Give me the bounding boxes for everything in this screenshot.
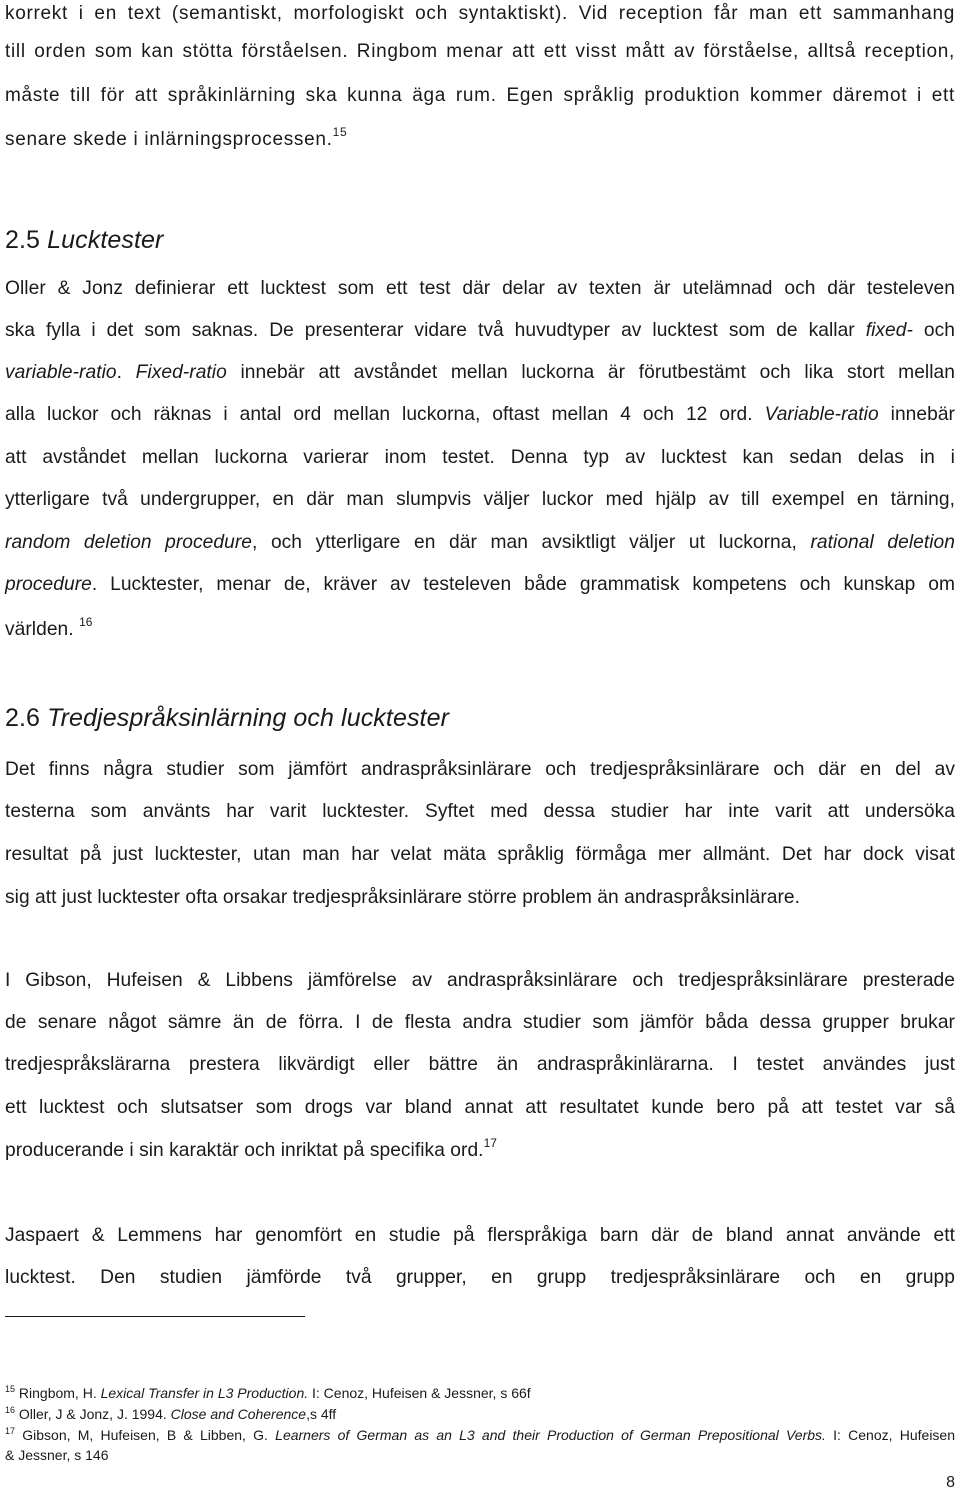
section-2-6-p2-line-5: producerande i sin karaktär och inriktat på specifika ord.$^{17}$ xyxy=(5,1136,498,1161)
intro-line-1: korrekt i en text (semantiskt, morfologiskt och syntaktiskt). Vid reception får man ett sammanhang xyxy=(5,3,955,24)
section-2-6-p1-line-4: sig att just lucktester ofta orsakar tredjespråksinlärare större problem än andraspråksinlärare. xyxy=(5,887,801,908)
footnote-15: $^{15}$ Ringbom, H. Lexical Transfer in L3 Production. I: Cenoz, Hufeisen & Jessner, s 66f xyxy=(5,1384,531,1401)
section-2-5-line-1: Oller & Jonz definierar ett lucktest som ett test där delar av texten är utelämnad och där testeleven xyxy=(5,278,955,299)
section-2-6-p1-line-2: testerna som använts har varit lucktester. Syftet med dessa studier har inte varit att undersöka xyxy=(5,801,955,822)
page-number: 8 xyxy=(946,1474,955,1491)
footnote-ref-16: 16 xyxy=(79,615,93,629)
section-2-5-line-3: variable-ratio. Fixed-ratio innebär att avståndet mellan luckorna är förutbestämt och lika stort mellan xyxy=(5,362,955,383)
section-2-6-p2-line-2: de senare något sämre än de förra. I de flesta andra studier som jämför båda dessa grupper brukar xyxy=(5,1012,955,1033)
section-2-5-line-9: världen. $^{16}$ xyxy=(5,615,93,640)
footnote-17: $^{17}$ Gibson, M, Hufeisen, B & Libben, G. Learners of German as an L3 and their Production of German Prepositional Verbs. I: Cenoz, Hufeisen xyxy=(5,1426,956,1443)
section-2-6-p3-line-2: lucktest. Den studien jämförde två grupper, en grupp tredjespråksinlärare och en grupp xyxy=(5,1267,955,1288)
footnote-ref-17: 17 xyxy=(483,1136,498,1150)
section-2-5-line-5: att avståndet mellan luckorna varierar inom testet. Denna typ av lucktest kan sedan delas in i xyxy=(5,447,955,468)
intro-line-2: till orden som kan stötta förståelsen. Ringbom menar att ett visst mått av förståelse, alltså reception, xyxy=(5,41,955,62)
footnote-separator xyxy=(5,1316,305,1317)
section-2-5-line-7: random deletion procedure, och ytterligare en där man avsiktligt väljer ut luckorna, rational deletion xyxy=(5,532,955,553)
section-2-6-p1-line-1: Det finns några studier som jämfört andraspråksinlärare och tredjespråksinlärare och där en del av xyxy=(5,759,955,780)
footnote-ref-15: 15 xyxy=(332,125,348,139)
section-2-5-line-4: alla luckor och räknas i antal ord mellan luckorna, oftast mellan 4 och 12 ord. Variable-ratio innebär xyxy=(5,404,955,425)
section-2-6-p2-line-4: ett lucktest och slutsatser som drogs var bland annat att resultatet kunde bero på att testet var så xyxy=(5,1097,955,1118)
footnote-17-continued: & Jessner, s 146 xyxy=(5,1447,109,1463)
intro-line-3: måste till för att språkinlärning ska kunna äga rum. Egen språklig produktion kommer däremot i ett xyxy=(5,85,955,106)
intro-line-4: senare skede i inlärningsprocessen.$^{15}$ xyxy=(5,125,348,150)
section-2-5-line-8: procedure. Lucktester, menar de, kräver av testeleven både grammatisk kompetens och kunskap om xyxy=(5,574,955,595)
section-heading-2-6: 2.6 Tredjespråksinlärning och lucktester xyxy=(5,704,450,732)
footnote-16: $^{16}$ Oller, J & Jonz, J. 1994. Close and Coherence,s 4ff xyxy=(5,1405,337,1422)
section-heading-2-5: 2.5 Lucktester xyxy=(5,226,164,254)
section-2-6-p2-line-3: tredjespråkslärarna prestera likvärdigt eller bättre än andraspråkinlärarna. I testet användes just xyxy=(5,1054,955,1075)
section-2-6-p3-line-1: Jaspaert & Lemmens har genomfört en studie på flerspråkiga barn där de bland annat använde ett xyxy=(5,1225,955,1246)
section-2-5-line-6: ytterligare två undergrupper, en där man slumpvis väljer luckor med hjälp av till exempel en tärning, xyxy=(5,489,955,510)
section-2-5-line-2: ska fylla i det som saknas. De presenterar vidare två huvudtyper av lucktest som de kallar fixed- och xyxy=(5,320,956,341)
section-2-6-p1-line-3: resultat på just lucktester, utan man har velat mäta språklig förmåga mer allmänt. Det har dock visat xyxy=(5,844,955,865)
section-2-6-p2-line-1: I Gibson, Hufeisen & Libbens jämförelse av andraspråksinlärare och tredjespråksinlärare presterade xyxy=(5,970,955,991)
